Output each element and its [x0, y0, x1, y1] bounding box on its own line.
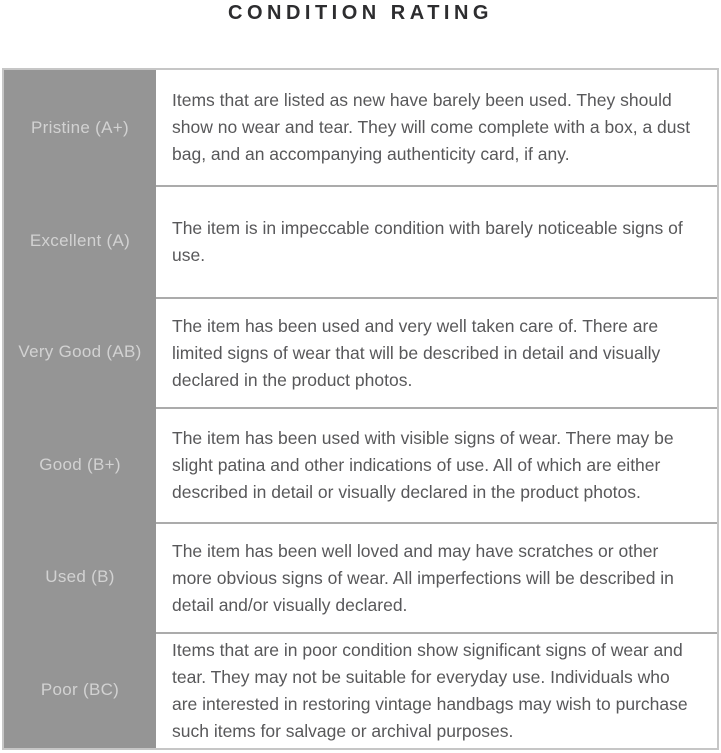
condition-description: The item is in impeccable condition with barely noticeable signs of use. — [156, 185, 717, 297]
table-row-used — [4, 522, 717, 632]
condition-rating-table — [2, 68, 719, 750]
condition-description: The item has been well loved and may have scratches or other more obvious signs of wear. All imperfections will be described in detail and/or visually declared. — [156, 522, 717, 632]
condition-label: Used (B) — [4, 522, 156, 632]
condition-label: Poor (BC) — [4, 632, 156, 748]
condition-label: Pristine (A+) — [4, 70, 156, 185]
condition-description: Items that are listed as new have barely been used. They should show no wear and tear. They will come complete with a box, a dust bag, and an accompanying authenticity card, if any. — [156, 70, 717, 185]
table-row-pristine — [4, 70, 717, 185]
condition-label: Very Good (AB) — [4, 297, 156, 407]
condition-description: The item has been used and very well taken care of. There are limited signs of wear that will be described in detail and visually declared in the product photos. — [156, 297, 717, 407]
table-row-good — [4, 407, 717, 522]
page-title: CONDITION RATING — [228, 2, 493, 24]
condition-description: Items that are in poor condition show significant signs of wear and tear. They may not be suitable for everyday use. Individuals who are interested in restoring vintage handbags may wish to purchase such items for salvage or archival purposes. — [156, 632, 717, 748]
condition-label: Good (B+) — [4, 407, 156, 522]
condition-description: The item has been used with visible signs of wear. There may be slight patina and other indications of use. All of which are either described in detail or visually declared in the product photos. — [156, 407, 717, 522]
table-row-poor — [4, 632, 717, 748]
table-row-very-good — [4, 297, 717, 407]
condition-label: Excellent (A) — [4, 185, 156, 297]
table-row-excellent — [4, 185, 717, 297]
